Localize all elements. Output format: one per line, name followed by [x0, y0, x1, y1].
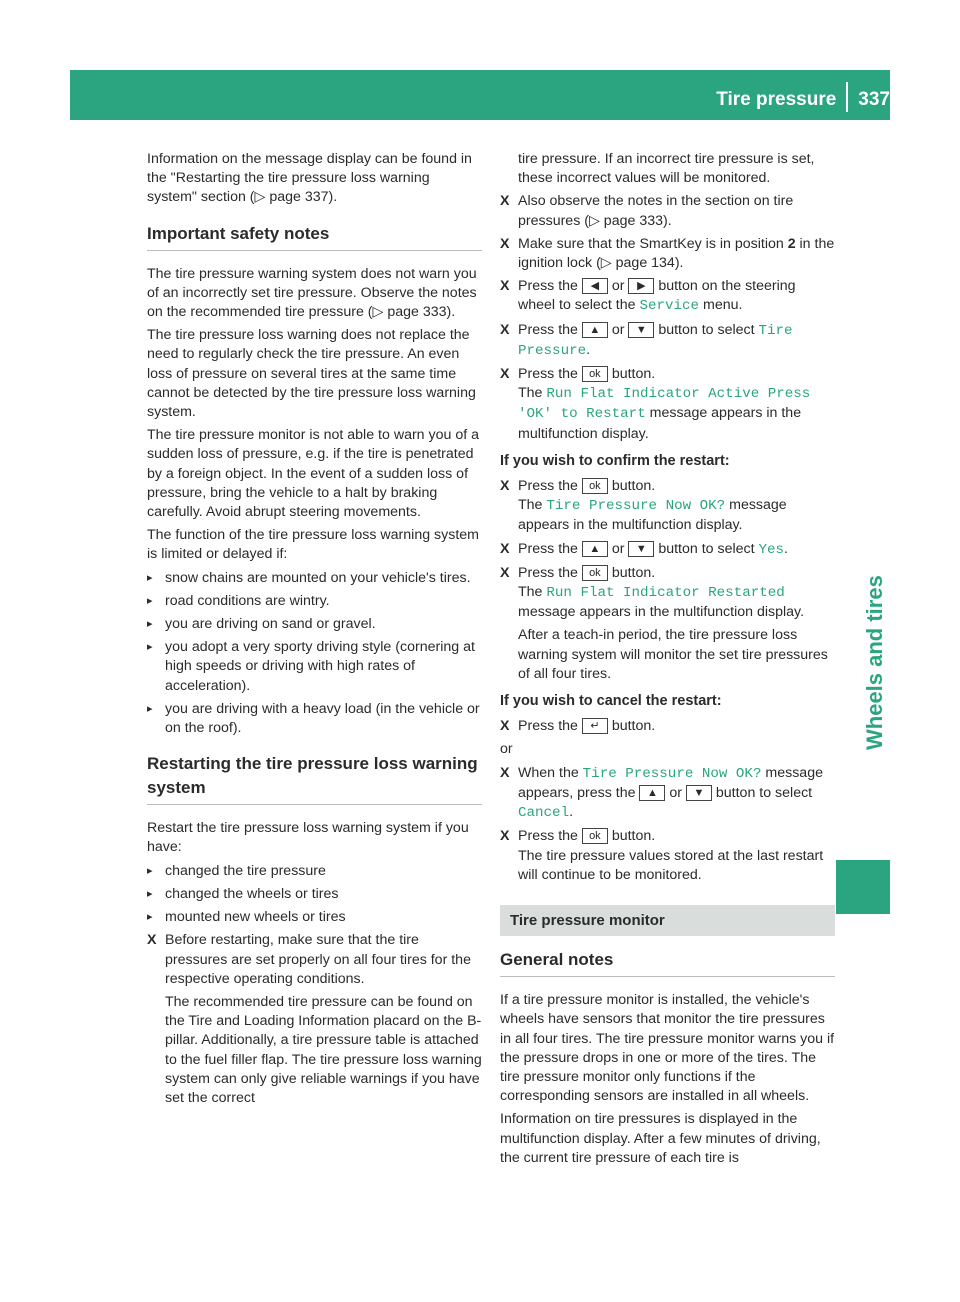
step-text: message appears in the multifunction display.	[518, 497, 787, 534]
confirm-heading: If you wish to confirm the restart:	[500, 452, 730, 469]
up-arrow-icon: ▲	[582, 541, 608, 557]
header-separator	[846, 82, 848, 112]
header	[716, 88, 890, 112]
step-text: button.	[607, 564, 656, 581]
step-text: button.	[607, 478, 656, 495]
step-text: Press the	[518, 828, 582, 845]
step-item	[500, 277, 835, 316]
display-message: Run Flat Indicator Restarted	[546, 585, 785, 602]
list-item: ▸ snow chains are mounted on your vehicle's tires.	[147, 569, 482, 588]
right-column	[500, 150, 835, 1172]
right-arrow-icon: ▶	[628, 278, 654, 294]
step-marker: X	[500, 193, 510, 210]
step-text: or	[607, 321, 629, 338]
step-text: or	[607, 278, 629, 295]
list-item: ▸ you are driving with a heavy load (in the vehicle or on the roof).	[147, 700, 482, 738]
down-arrow-icon: ▼	[628, 322, 654, 338]
step-marker: X	[500, 278, 510, 295]
safety-heading: Important safety notes	[147, 222, 482, 251]
step-marker: X	[500, 828, 510, 845]
general-heading: General notes	[500, 948, 835, 977]
step-text: or	[665, 784, 686, 801]
step-text: Press the	[518, 718, 582, 735]
down-arrow-icon: ▼	[686, 785, 712, 801]
step-text: button to select	[654, 540, 759, 557]
side-tab-label: Wheels and tires	[862, 575, 887, 750]
step-text: button on the steering wheel to select the	[518, 278, 796, 314]
back-key-icon: ↵	[582, 718, 608, 734]
step-text: Before restarting, make sure that the tire pressures are set properly on all four tires for the respective operating conditions.	[165, 932, 471, 987]
menu-option: Yes	[758, 541, 785, 558]
step-item	[500, 827, 835, 885]
step-marker: X	[500, 564, 510, 581]
page-title: Tire pressure	[716, 89, 837, 111]
down-arrow-icon: ▼	[628, 541, 654, 557]
restart-paragraph: Restart the tire pressure loss warning system if you have:	[147, 820, 469, 856]
list-item: ▸ mounted new wheels or tires	[147, 908, 482, 927]
safety-paragraph: The function of the tire pressure loss warning system is limited or delayed if:	[147, 527, 479, 563]
step-text: Also observe the notes in the section on tire pressures (▷ page 333).	[518, 193, 794, 229]
step-item	[500, 764, 835, 824]
step-text: Press the	[518, 540, 582, 557]
step-text: or	[607, 540, 629, 557]
left-arrow-icon: ◀	[582, 278, 608, 294]
page-number: 337	[858, 89, 890, 111]
restart-heading: Restarting the tire pressure loss warning system	[147, 752, 482, 805]
step-text: Make sure that the SmartKey is in position	[518, 235, 788, 252]
step-text: in the ignition lock (▷ page 134).	[518, 235, 835, 272]
step-text: message appears in the multifunction display.	[518, 405, 802, 442]
cancel-heading: If you wish to cancel the restart:	[500, 693, 722, 710]
step-text: The tire pressure values stored at the last restart will continue to be monitored.	[518, 847, 824, 883]
section-box: Tire pressure monitor	[500, 905, 835, 936]
key-position: 2	[787, 235, 796, 252]
safety-paragraph: The tire pressure monitor is not able to warn you of a sudden loss of pressure, e.g. if the tire is penetrated by a foreign object. In the event of a sudden loss of pressure, bring the vehicle to a halt by braking carefully. Avoid abrupt steering movements.	[147, 427, 479, 521]
continued-text: tire pressure. If an incorrect tire pressure is set, these incorrect values will be monitored.	[518, 151, 815, 187]
display-message: Tire Pressure Now OK?	[582, 765, 762, 782]
step-marker: X	[147, 932, 157, 949]
step-text: menu.	[699, 297, 743, 314]
up-arrow-icon: ▲	[639, 785, 665, 801]
step-text: button.	[607, 828, 656, 845]
left-column	[147, 150, 482, 1112]
step-text: The	[518, 385, 547, 402]
intro-text: Information on the message display can be found in the "Restarting the tire pressure loss warning system" section (▷ page 337).	[147, 151, 472, 206]
step-text: Press the	[518, 321, 582, 338]
step-marker: X	[500, 366, 510, 383]
menu-option: Cancel	[518, 805, 570, 822]
step-text: When the	[518, 764, 583, 781]
step-marker: X	[500, 764, 510, 781]
step-note: After a teach-in period, the tire pressure loss warning system will monitor the set tire pressures of all four tires.	[518, 627, 828, 682]
step-item	[500, 235, 835, 273]
step-marker: X	[500, 478, 510, 495]
step-text: button to select	[654, 321, 759, 338]
list-item: ▸ you adopt a very sporty driving style (cornering at high speeds or driving with high rates of acceleration).	[147, 638, 482, 696]
side-tab-marker	[836, 860, 890, 914]
step-marker: X	[500, 321, 510, 338]
safety-paragraph: The tire pressure loss warning does not replace the need to regularly check the tire pressure. An even loss of pressure on several tires at the same time cannot be detected by the tire pressure loss warning system.	[147, 327, 476, 421]
step-marker: X	[500, 235, 510, 252]
step-item	[500, 365, 835, 444]
up-arrow-icon: ▲	[582, 322, 608, 338]
step-text: button.	[607, 718, 656, 735]
safety-paragraph: The tire pressure warning system does not warn you of an incorrectly set tire pressure. Observe the notes on the recommended tire pressure (▷ page 333).	[147, 265, 477, 321]
general-paragraph: Information on tire pressures is displayed in the multifunction display. After a few minutes of driving, the current tire pressure of each tire is	[500, 1111, 821, 1166]
list-item: ▸ road conditions are wintry.	[147, 592, 482, 611]
step-item	[500, 717, 835, 736]
step-text: .	[569, 804, 574, 821]
menu-name: Service	[639, 298, 700, 315]
ok-key-icon: ok	[582, 366, 608, 382]
step-text: button to select	[711, 784, 813, 801]
ok-key-icon: ok	[582, 828, 608, 844]
step-text: .	[586, 341, 591, 358]
step-note: The recommended tire pressure can be found on the Tire and Loading Information placard on the B-pillar. Additionally, a tire pressure table is attached to the fuel filler flap. The tire pressure loss warning system can only give reliable warnings if you have set the correct	[165, 993, 482, 1106]
step-item	[500, 192, 835, 230]
menu-item-name: Tire Pressure	[518, 322, 793, 359]
list-item: ▸ changed the tire pressure	[147, 862, 482, 881]
display-message: Run Flat Indicator Active Press 'OK' to Restart	[518, 386, 811, 423]
step-text: .	[784, 540, 788, 557]
step-text: message appears in the multifunction display.	[518, 604, 805, 621]
general-paragraph: If a tire pressure monitor is installed, the vehicle's wheels have sensors that monitor the tire pressures in all four tires. The tire pressure monitor warns you if the pressure drops in one or more of the tires. The tire pressure monitor only functions if the corresponding sensors are installed in all wheels.	[500, 992, 835, 1105]
step-item	[500, 321, 835, 361]
step-item	[500, 564, 835, 684]
step-text: message appears, press the	[518, 764, 823, 801]
step-text: The	[518, 584, 547, 601]
list-item: ▸ you are driving on sand or gravel.	[147, 615, 482, 634]
step-text: button.	[607, 366, 656, 383]
list-item: ▸ changed the wheels or tires	[147, 885, 482, 904]
step-text: The	[518, 497, 547, 514]
step-text: Press the	[518, 564, 582, 581]
ok-key-icon: ok	[582, 565, 608, 581]
step-marker: X	[500, 718, 510, 735]
step-item	[500, 477, 835, 536]
step-text: Press the	[518, 366, 582, 383]
step-item	[500, 540, 835, 560]
step-text: Press the	[518, 278, 582, 295]
step-text: Press the	[518, 478, 582, 495]
or-text: or	[500, 741, 513, 758]
display-message: Tire Pressure Now OK?	[546, 498, 726, 515]
ok-key-icon: ok	[582, 478, 608, 494]
step-item	[147, 931, 482, 1108]
step-marker: X	[500, 540, 510, 557]
